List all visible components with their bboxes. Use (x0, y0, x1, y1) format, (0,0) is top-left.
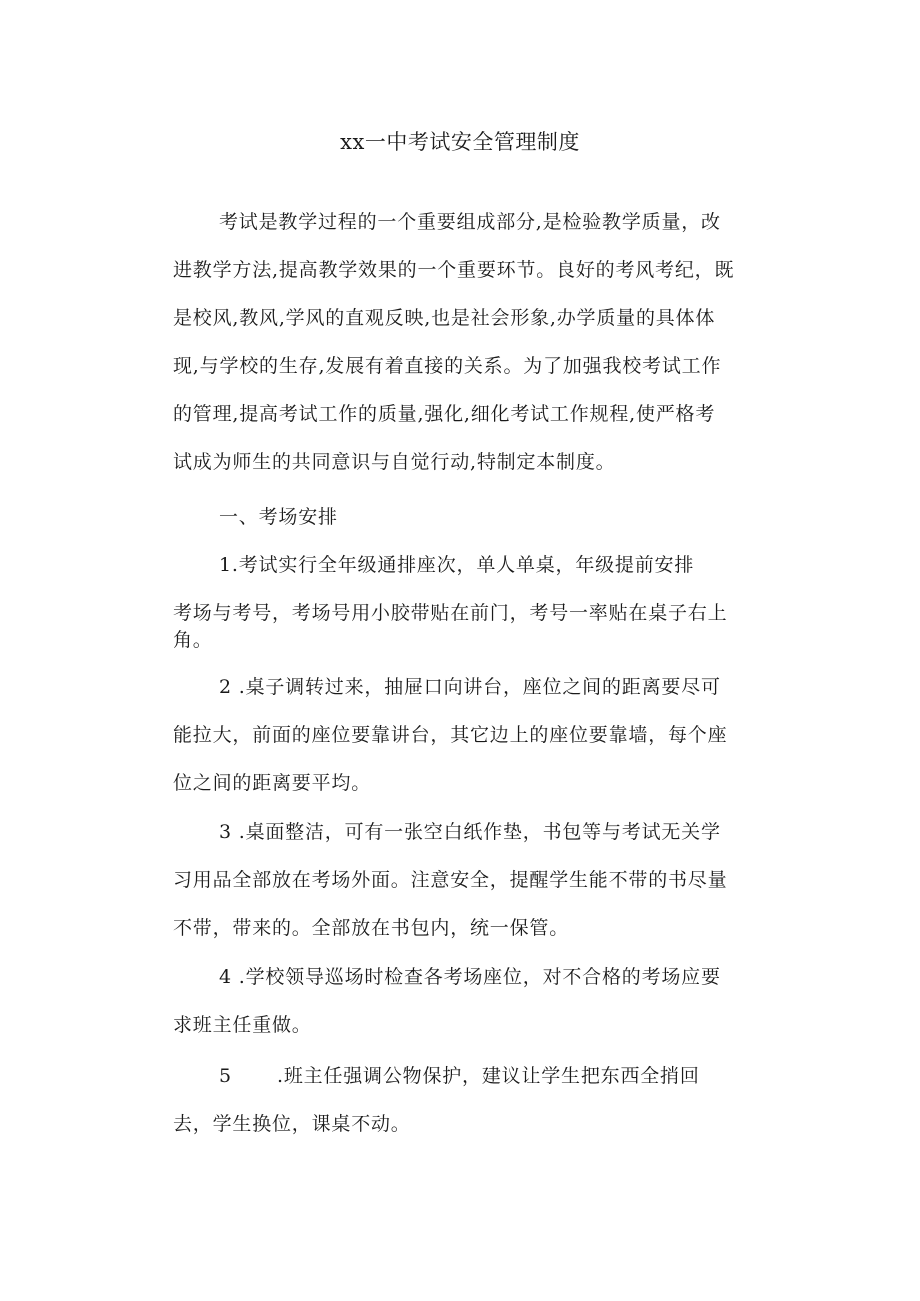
item-4-line: 4 .学校领导巡场时检查各考场座位，对不合格的考场应要 (219, 966, 721, 988)
item-4-line: 求班主任重做。 (173, 1014, 312, 1036)
item-1-line: 1.考试实行全年级通排座次，单人单桌，年级提前安排 (219, 554, 695, 576)
intro-line: 现,与学校的生存,发展有着直接的关系。为了加强我校考试工作 (173, 355, 722, 377)
item-3-line: 习用品全部放在考场外面。注意安全，提醒学生能不带的书尽量 (173, 869, 728, 891)
item-5-line: 去，学生换位，课桌不动。 (173, 1113, 411, 1135)
item-2-line: 2 .桌子调转过来，抽屉口向讲台，座位之间的距离要尽可 (219, 676, 721, 698)
intro-line: 的管理,提高考试工作的质量,强化,细化考试工作规程,使严格考 (173, 403, 716, 425)
item-5-line (219, 1062, 799, 1090)
item-3-line: 不带，带来的。全部放在书包内，统一保管。 (173, 917, 570, 939)
item-2-line: 位之间的距离要平均。 (173, 772, 372, 794)
item-1-line: 考场与考号，考场号用小胶带贴在前门，考号一率贴在桌子右上 (173, 602, 728, 624)
intro-line: 是校风,教风,学风的直观反映,也是社会形象,办学质量的具体体 (173, 307, 716, 329)
item-5-number: 5 (219, 1065, 232, 1087)
item-1-line: 角。 (173, 629, 213, 651)
item-3-line: 3 .桌面整洁，可有一张空白纸作垫，书包等与考试无关学 (219, 821, 721, 843)
intro-line: 进教学方法,提高教学效果的一个重要环节。良好的考风考纪，既 (173, 259, 735, 281)
section-heading: 一、考场安排 (219, 506, 338, 528)
intro-line: 考试是教学过程的一个重要组成部分,是检验教学质量，改 (219, 211, 721, 233)
item-2-line: 能拉大，前面的座位要靠讲台，其它边上的座位要靠墙，每个座 (173, 724, 728, 746)
document-title: xx一中考试安全管理制度 (340, 130, 580, 154)
item-5-text: .班主任强调公物保护，建议让学生把东西全捎回 (277, 1065, 700, 1087)
intro-line: 试成为师生的共同意识与自觉行动,特制定本制度。 (173, 451, 616, 473)
